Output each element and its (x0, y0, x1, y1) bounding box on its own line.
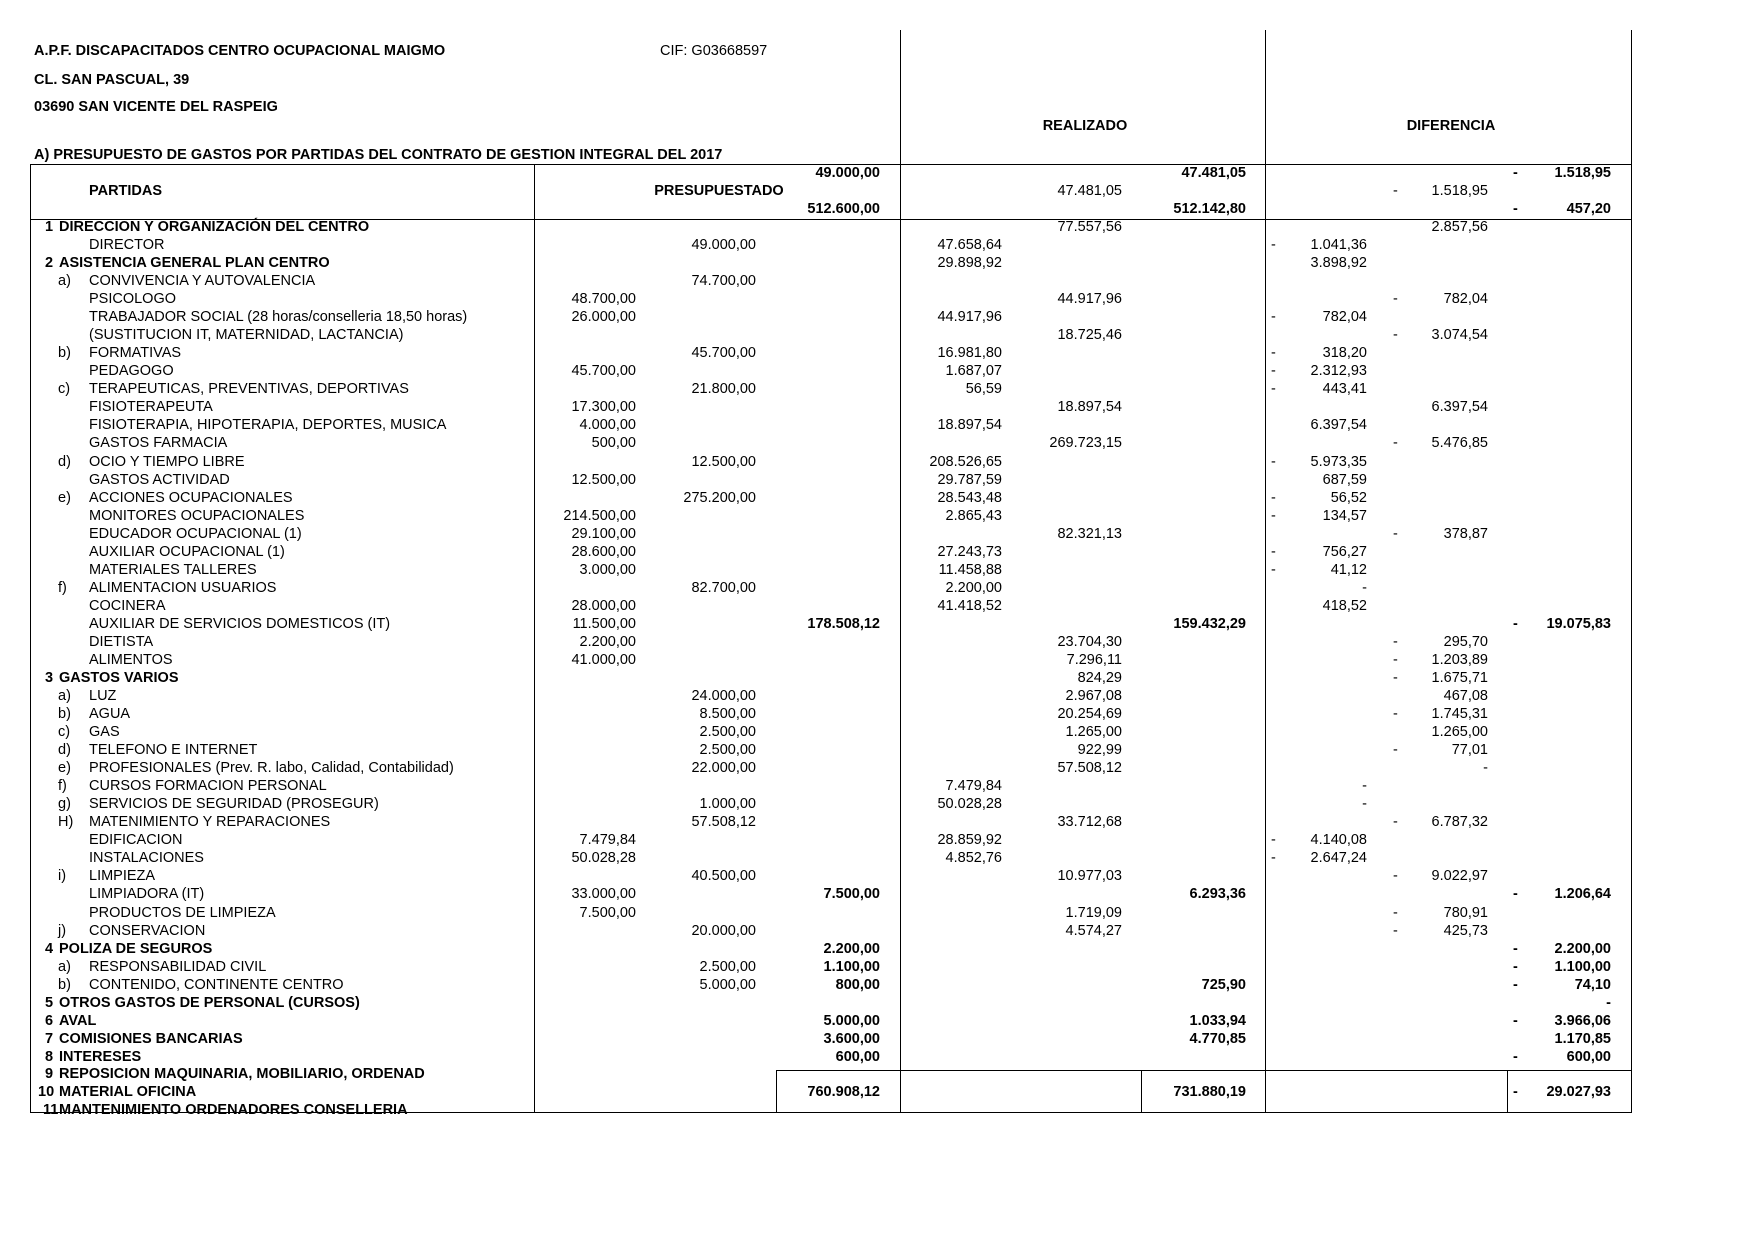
minus-sign: - (1271, 453, 1276, 470)
value-cell: 4.852,76 (945, 850, 1002, 867)
row-letter: e) (58, 760, 71, 777)
minus-sign: - (1513, 940, 1518, 957)
value-cell: 2.200,00 (579, 633, 636, 650)
minus-sign: - (1513, 1048, 1518, 1065)
value-cell: 275.200,00 (683, 489, 756, 506)
value-cell: 3.000,00 (579, 561, 636, 578)
row-label: TERAPEUTICAS, PREVENTIVAS, DEPORTIVAS (89, 381, 409, 398)
value-cell: 2.200,00 (1554, 940, 1611, 957)
row-label: AUXILIAR DE SERVICIOS DOMESTICOS (IT) (89, 615, 391, 632)
table-column-rule (1141, 1070, 1142, 1112)
row-label: LUZ (89, 688, 117, 705)
row-label: (SUSTITUCION IT, MATERNIDAD, LACTANCIA) (89, 327, 404, 344)
row-label: FORMATIVAS (89, 345, 182, 362)
value-cell: 77.557,56 (1057, 219, 1122, 235)
table-column-rule (900, 30, 901, 1112)
value-cell: 782,04 (1443, 291, 1488, 308)
value-cell: 17.300,00 (571, 399, 636, 416)
row-label: EDIFICACION (89, 832, 183, 849)
value-cell: 600,00 (835, 1048, 880, 1065)
value-cell: 11.500,00 (572, 615, 636, 632)
org-street: CL. SAN PASCUAL, 39 (34, 72, 190, 88)
value-cell: 12.500,00 (571, 471, 636, 488)
value-cell: 74.700,00 (691, 273, 756, 290)
realizado-header: REALIZADO (1042, 118, 1128, 134)
value-cell: 28.543,48 (937, 489, 1002, 506)
value-cell: 45.700,00 (571, 363, 636, 380)
partidas-header: PARTIDAS (89, 183, 163, 199)
value-cell: 16.981,80 (937, 345, 1002, 362)
top-value: 457,20 (1566, 200, 1611, 217)
row-letter: H) (58, 814, 74, 831)
value-cell: 40.500,00 (691, 868, 756, 885)
top-value: 512.600,00 (807, 200, 880, 217)
row-label: TRABAJADOR SOCIAL (28 horas/conselleria 18,50 horas) (89, 309, 468, 326)
row-label: REPOSICION MAQUINARIA, MOBILIARIO, ORDENAD (59, 1066, 425, 1082)
value-cell: 7.479,84 (945, 778, 1002, 795)
value-cell: 44.917,96 (937, 309, 1002, 326)
diferencia-header: DIFERENCIA (1406, 118, 1496, 134)
value-cell: 1.100,00 (1554, 958, 1611, 975)
value-cell: 1.041,36 (1310, 237, 1367, 254)
value-cell: 6.397,54 (1310, 417, 1367, 434)
row-letter: f) (58, 778, 67, 795)
row-label: GASTOS ACTIVIDAD (89, 471, 230, 488)
row-label: AGUA (89, 706, 131, 723)
value-cell: 6.397,54 (1431, 399, 1488, 416)
row-letter: g) (58, 796, 71, 813)
value-cell: 1.170,85 (1554, 1030, 1611, 1047)
row-label: COCINERA (89, 597, 166, 614)
table-rule (776, 1070, 1632, 1071)
minus-sign: - (1271, 345, 1276, 362)
table-column-rule (1631, 30, 1632, 1112)
row-label: COMISIONES BANCARIAS (59, 1030, 243, 1047)
row-label: DIRECCION Y ORGANIZACIÓN DEL CENTRO (59, 219, 370, 235)
value-cell: 782,04 (1322, 309, 1367, 326)
minus-sign: - (1271, 381, 1276, 398)
row-label: DIRECTOR (89, 237, 165, 254)
value-cell: 1.675,71 (1431, 670, 1488, 686)
value-cell: 756,27 (1322, 543, 1367, 560)
row-label: TELEFONO E INTERNET (89, 742, 258, 759)
top-value: 1.518,95 (1431, 182, 1488, 199)
minus-sign: - (1393, 435, 1398, 452)
row-label: MONITORES OCUPACIONALES (89, 507, 305, 524)
row-number: 4 (45, 940, 54, 957)
value-cell: 2.312,93 (1310, 363, 1367, 380)
value-cell: 500,00 (591, 435, 636, 452)
minus-sign: - (1393, 670, 1398, 686)
value-cell: 10.977,03 (1057, 868, 1122, 885)
table-column-rule (776, 1070, 777, 1112)
minus-sign: - (1393, 525, 1398, 542)
value-cell: - (1483, 760, 1488, 777)
value-cell: 56,59 (965, 381, 1002, 398)
top-value: 512.142,80 (1173, 200, 1246, 217)
value-cell: 82.321,13 (1057, 525, 1122, 542)
value-cell: 1.265,00 (1065, 724, 1122, 741)
row-label: FISIOTERAPEUTA (89, 399, 213, 416)
row-letter: b) (58, 706, 71, 723)
table-column-rule (1507, 1070, 1508, 1112)
row-number: 8 (45, 1048, 54, 1065)
value-cell: 6.787,32 (1431, 814, 1488, 831)
value-cell: 780,91 (1443, 904, 1488, 921)
value-cell: 1.206,64 (1554, 886, 1611, 903)
value-cell: 7.500,00 (823, 886, 880, 903)
value-cell: 56,52 (1330, 489, 1367, 506)
value-cell: 600,00 (1566, 1048, 1611, 1065)
value-cell: 45.700,00 (691, 345, 756, 362)
value-cell: 7.479,84 (579, 832, 636, 849)
value-cell: 1.687,07 (945, 363, 1002, 380)
table-rule (900, 164, 1631, 165)
value-cell: 29.787,59 (937, 471, 1002, 488)
value-cell: 4.770,85 (1189, 1030, 1246, 1047)
value-cell: 18.725,46 (1057, 327, 1122, 344)
org-city: 03690 SAN VICENTE DEL RASPEIG (34, 99, 278, 115)
row-label: GAS (89, 724, 120, 741)
value-cell: 57.508,12 (691, 814, 756, 831)
row-label: RESPONSABILIDAD CIVIL (89, 958, 267, 975)
value-cell: 9.022,97 (1431, 868, 1488, 885)
table-rule (30, 1112, 1632, 1113)
row-number: 11 (43, 1102, 59, 1118)
minus-sign: - (1513, 886, 1518, 903)
value-cell: 159.432,29 (1173, 615, 1246, 632)
row-number: 1 (45, 219, 54, 235)
row-label: AUXILIAR OCUPACIONAL (1) (89, 543, 285, 560)
table-rule (30, 219, 1632, 220)
minus-sign: - (1393, 706, 1398, 723)
row-number: 7 (45, 1030, 54, 1047)
value-cell: 4.574,27 (1065, 922, 1122, 939)
minus-sign: - (1271, 561, 1276, 578)
table-column-rule (534, 164, 535, 1112)
row-label: ALIMENTACION USUARIOS (89, 579, 277, 596)
row-letter: d) (58, 453, 71, 470)
minus-sign: - (1393, 633, 1398, 650)
row-letter: f) (58, 579, 67, 596)
value-cell: 425,73 (1443, 922, 1488, 939)
value-cell: 50.028,28 (937, 796, 1002, 813)
org-name: A.P.F. DISCAPACITADOS CENTRO OCUPACIONAL MAIGMO (34, 43, 446, 59)
minus-sign: - (1271, 850, 1276, 867)
row-label: ASISTENCIA GENERAL PLAN CENTRO (59, 255, 330, 272)
top-value: 47.481,05 (1181, 164, 1246, 181)
row-label: OCIO Y TIEMPO LIBRE (89, 453, 245, 470)
total-presupuestado: 760.908,12 (807, 1084, 880, 1100)
value-cell: 318,20 (1322, 345, 1367, 362)
value-cell: 725,90 (1201, 976, 1246, 993)
row-label: ALIMENTOS (89, 651, 173, 668)
row-label: MATERIALES TALLERES (89, 561, 257, 578)
minus-sign: - (1513, 976, 1518, 993)
value-cell: 8.500,00 (699, 706, 756, 723)
minus-sign: - (1393, 291, 1398, 308)
row-label: GASTOS VARIOS (59, 670, 179, 686)
minus-sign: - (1393, 182, 1398, 199)
row-letter: a) (58, 958, 71, 975)
row-number: 6 (45, 1012, 54, 1029)
top-value: 47.481,05 (1057, 182, 1122, 199)
value-cell: 50.028,28 (571, 850, 636, 867)
cif: CIF: G03668597 (660, 43, 768, 59)
value-cell: - (1362, 579, 1367, 596)
row-label: DIETISTA (89, 633, 154, 650)
total-realizado: 731.880,19 (1173, 1084, 1246, 1100)
value-cell: 3.898,92 (1310, 255, 1367, 272)
row-label: CONTENIDO, CONTINENTE CENTRO (89, 976, 344, 993)
value-cell: 28.000,00 (571, 597, 636, 614)
row-label: FISIOTERAPIA, HIPOTERAPIA, DEPORTES, MUSICA (89, 417, 447, 434)
value-cell: 800,00 (835, 976, 880, 993)
minus-sign: - (1393, 327, 1398, 344)
minus-sign: - (1513, 200, 1518, 217)
value-cell: 5.000,00 (823, 1012, 880, 1029)
row-letter: c) (58, 381, 71, 398)
row-label: CURSOS FORMACION PERSONAL (89, 778, 327, 795)
row-letter: a) (58, 273, 71, 290)
value-cell: 2.647,24 (1310, 850, 1367, 867)
value-cell: 2.200,00 (823, 940, 880, 957)
row-label: POLIZA DE SEGUROS (59, 940, 213, 957)
value-cell: - (1362, 778, 1367, 795)
value-cell: 48.700,00 (571, 291, 636, 308)
total-diferencia-sign: - (1513, 1084, 1518, 1100)
value-cell: 687,59 (1322, 471, 1367, 488)
value-cell: 12.500,00 (691, 453, 756, 470)
value-cell: 18.897,54 (937, 417, 1002, 434)
row-label: CONSERVACION (89, 922, 206, 939)
value-cell: 1.033,94 (1189, 1012, 1246, 1029)
row-letter: j) (58, 922, 67, 939)
row-label: AVAL (59, 1012, 97, 1029)
value-cell: 41.000,00 (571, 651, 636, 668)
value-cell: 77,01 (1451, 742, 1488, 759)
value-cell: 178.508,12 (807, 615, 880, 632)
value-cell: 4.000,00 (579, 417, 636, 434)
top-value: 49.000,00 (815, 164, 880, 181)
row-label: PEDAGOGO (89, 363, 174, 380)
value-cell: 467,08 (1443, 688, 1488, 705)
row-letter: b) (58, 976, 71, 993)
value-cell: 5.973,35 (1310, 453, 1367, 470)
value-cell: 47.658,64 (937, 237, 1002, 254)
row-number: 9 (45, 1066, 54, 1082)
row-number: 10 (38, 1084, 55, 1100)
value-cell: 2.200,00 (945, 579, 1002, 596)
value-cell: 443,41 (1322, 381, 1367, 398)
minus-sign: - (1513, 958, 1518, 975)
section-title: A) PRESUPUESTO DE GASTOS POR PARTIDAS DEL CONTRATO DE GESTION INTEGRAL DEL 2017 (34, 147, 723, 163)
value-cell: 33.712,68 (1057, 814, 1122, 831)
minus-sign: - (1393, 742, 1398, 759)
value-cell: 3.600,00 (823, 1030, 880, 1047)
value-cell: 208.526,65 (929, 453, 1002, 470)
minus-sign: - (1393, 868, 1398, 885)
value-cell: 49.000,00 (691, 237, 756, 254)
minus-sign: - (1393, 651, 1398, 668)
value-cell: 18.897,54 (1057, 399, 1122, 416)
value-cell: 74,10 (1574, 976, 1611, 993)
row-label: SERVICIOS DE SEGURIDAD (PROSEGUR) (89, 796, 379, 813)
top-value: 1.518,95 (1554, 164, 1611, 181)
row-label: INTERESES (59, 1048, 142, 1065)
value-cell: 2.500,00 (699, 742, 756, 759)
value-cell: 20.000,00 (691, 922, 756, 939)
row-label: INSTALACIONES (89, 850, 204, 867)
value-cell: 57.508,12 (1057, 760, 1122, 777)
minus-sign: - (1271, 363, 1276, 380)
minus-sign: - (1271, 237, 1276, 254)
value-cell: 2.857,56 (1431, 219, 1488, 235)
value-cell: 922,99 (1077, 742, 1122, 759)
value-cell: 19.075,83 (1546, 615, 1611, 632)
row-label: GASTOS FARMACIA (89, 435, 228, 452)
minus-sign: - (1513, 1012, 1518, 1029)
value-cell: 5.000,00 (699, 976, 756, 993)
value-cell: 6.293,36 (1189, 886, 1246, 903)
value-cell: 24.000,00 (691, 688, 756, 705)
value-cell: 1.100,00 (823, 958, 880, 975)
row-label: PROFESIONALES (Prev. R. labo, Calidad, Contabilidad) (89, 760, 454, 777)
value-cell: 824,29 (1077, 670, 1122, 686)
value-cell: 2.967,08 (1065, 688, 1122, 705)
value-cell: 134,57 (1322, 507, 1367, 524)
minus-sign: - (1271, 832, 1276, 849)
value-cell: 23.704,30 (1057, 633, 1122, 650)
value-cell: 22.000,00 (691, 760, 756, 777)
minus-sign: - (1513, 615, 1518, 632)
table-column-rule (1265, 30, 1266, 1112)
minus-sign: - (1271, 309, 1276, 326)
value-cell: 2.865,43 (945, 507, 1002, 524)
row-label: MANTENIMIENTO ORDENADORES CONSELLERIA (59, 1102, 408, 1118)
value-cell: 82.700,00 (691, 579, 756, 596)
value-cell: - (1606, 994, 1611, 1011)
value-cell: 29.898,92 (937, 255, 1002, 272)
row-letter: c) (58, 724, 71, 741)
value-cell: 28.859,92 (937, 832, 1002, 849)
table-column-rule (30, 164, 31, 1112)
value-cell: 26.000,00 (571, 309, 636, 326)
minus-sign: - (1393, 904, 1398, 921)
value-cell: 418,52 (1322, 597, 1367, 614)
value-cell: - (1362, 796, 1367, 813)
value-cell: 5.476,85 (1431, 435, 1488, 452)
value-cell: 11.458,88 (938, 561, 1002, 578)
value-cell: 214.500,00 (563, 507, 636, 524)
row-letter: b) (58, 345, 71, 362)
minus-sign: - (1513, 164, 1518, 181)
value-cell: 27.243,73 (937, 543, 1002, 560)
row-label: PSICOLOGO (89, 291, 177, 308)
value-cell: 1.745,31 (1431, 706, 1488, 723)
row-label: EDUCADOR OCUPACIONAL (1) (89, 525, 302, 542)
row-label: MATENIMIENTO Y REPARACIONES (89, 814, 331, 831)
value-cell: 1.265,00 (1431, 724, 1488, 741)
value-cell: 2.500,00 (699, 958, 756, 975)
row-label: OTROS GASTOS DE PERSONAL (CURSOS) (59, 994, 360, 1011)
value-cell: 269.723,15 (1049, 435, 1122, 452)
value-cell: 3.074,54 (1431, 327, 1488, 344)
value-cell: 21.800,00 (691, 381, 756, 398)
row-label: PRODUCTOS DE LIMPIEZA (89, 904, 276, 921)
row-number: 5 (45, 994, 54, 1011)
value-cell: 28.600,00 (571, 543, 636, 560)
value-cell: 378,87 (1443, 525, 1488, 542)
value-cell: 1.000,00 (699, 796, 756, 813)
row-label: MATERIAL OFICINA (59, 1084, 197, 1100)
total-diferencia: 29.027,93 (1546, 1084, 1611, 1100)
value-cell: 1.203,89 (1431, 651, 1488, 668)
row-letter: i) (58, 868, 67, 885)
minus-sign: - (1271, 543, 1276, 560)
row-label: ACCIONES OCUPACIONALES (89, 489, 293, 506)
row-letter: d) (58, 742, 71, 759)
row-label: LIMPIEZA (89, 868, 156, 885)
value-cell: 4.140,08 (1310, 832, 1367, 849)
row-label: LIMPIADORA (IT) (89, 886, 205, 903)
presupuestado-header: PRESUPUESTADO (654, 183, 784, 199)
minus-sign: - (1393, 922, 1398, 939)
row-number: 3 (45, 670, 54, 686)
value-cell: 7.296,11 (1066, 651, 1122, 668)
value-cell: 3.966,06 (1554, 1012, 1611, 1029)
value-cell: 44.917,96 (1057, 291, 1122, 308)
value-cell: 295,70 (1443, 633, 1488, 650)
value-cell: 1.719,09 (1065, 904, 1122, 921)
minus-sign: - (1393, 814, 1398, 831)
value-cell: 7.500,00 (579, 904, 636, 921)
value-cell: 29.100,00 (571, 525, 636, 542)
minus-sign: - (1271, 489, 1276, 506)
row-letter: e) (58, 489, 71, 506)
value-cell: 41,12 (1330, 561, 1367, 578)
value-cell: 20.254,69 (1057, 706, 1122, 723)
row-number: 2 (45, 255, 54, 272)
value-cell: 33.000,00 (571, 886, 636, 903)
row-label: CONVIVENCIA Y AUTOVALENCIA (89, 273, 316, 290)
value-cell: 2.500,00 (699, 724, 756, 741)
row-letter: a) (58, 688, 71, 705)
minus-sign: - (1271, 507, 1276, 524)
value-cell: 41.418,52 (937, 597, 1002, 614)
